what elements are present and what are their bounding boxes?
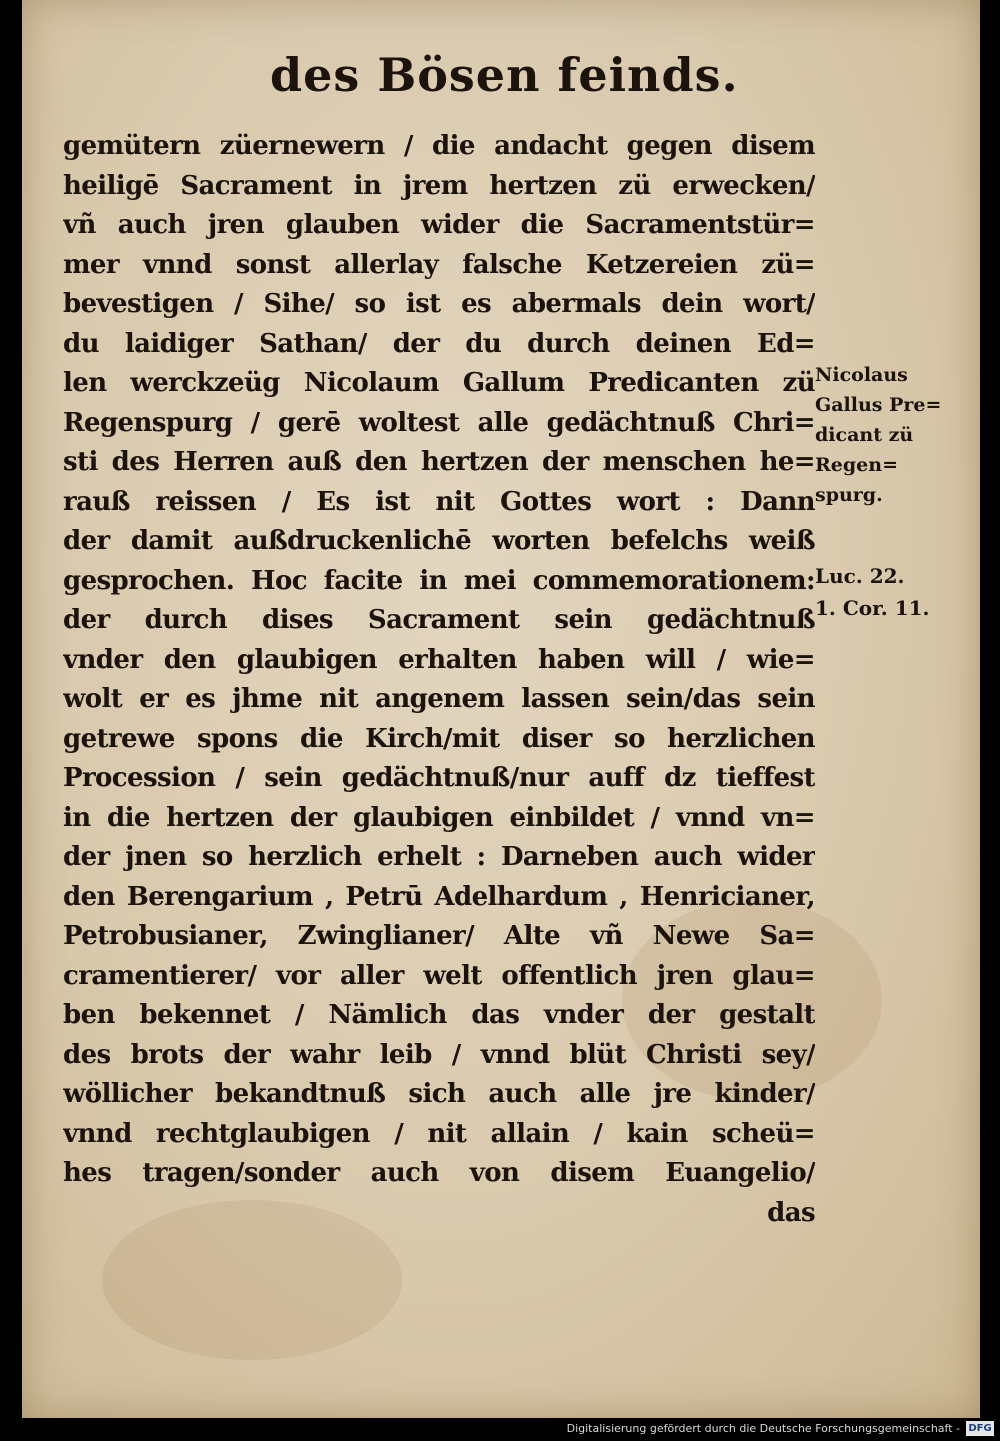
text-line: ben bekennet / Nämlich das vnder der gestalt bbox=[63, 1000, 815, 1030]
margin-note-line: 1. Cor. 11. bbox=[815, 596, 930, 620]
text-line: wöllicher bekandtnuß sich auch alle jre kinder/ bbox=[63, 1079, 815, 1109]
margin-note-scripture-references bbox=[815, 560, 930, 624]
text-line: den Berengarium , Petrū Adelhardum , Henricianer, bbox=[63, 881, 815, 912]
text-line: du laidiger Sathan/ der du durch deinen Ed= bbox=[63, 328, 815, 359]
text-line: vñ auch jren glauben wider die Sacramentstür= bbox=[63, 210, 815, 240]
text-line: der durch dises Sacrament sein gedächtnuß bbox=[63, 605, 815, 635]
footer-credit: Digitalisierung gefördert durch die Deutsche Forschungsgemeinschaft - bbox=[566, 1422, 960, 1435]
margin-note-line: Nicolaus bbox=[815, 364, 908, 386]
margin-note-nicolaus-gallus bbox=[815, 360, 941, 510]
body-text bbox=[63, 127, 815, 1233]
text-line: gemütern züernewern / die andacht gegen disem bbox=[63, 131, 815, 161]
text-line: rauß reissen / Es ist nit Gottes wort : Dann bbox=[63, 486, 815, 517]
text-line: der jnen so herzlich erhelt : Darneben auch wider bbox=[63, 842, 815, 872]
running-head: des Bösen feinds. bbox=[270, 48, 739, 102]
text-line: Petrobusianer, Zwinglianer/ Alte vñ Newe Sa= bbox=[63, 921, 815, 951]
text-line: vnder den glaubigen erhalten haben will / wie= bbox=[63, 644, 815, 675]
text-line: in die hertzen der glaubigen einbildet / vnnd vn= bbox=[63, 802, 815, 833]
text-line: cramentierer/ vor aller welt offentlich jren glau= bbox=[63, 960, 815, 991]
margin-note-line: Gallus Pre= bbox=[815, 394, 942, 416]
margin-note-line: Luc. 22. bbox=[815, 564, 905, 588]
margin-note-line: dicant zü bbox=[815, 424, 914, 446]
margin-note-line: Regen= bbox=[815, 454, 898, 476]
text-line: Regenspurg / gerē woltest alle gedächtnuß Chri= bbox=[63, 407, 815, 438]
text-line: mer vnnd sonst allerlay falsche Ketzereien zü= bbox=[63, 249, 815, 280]
text-line: sti des Herren auß den hertzen der menschen he= bbox=[63, 447, 815, 477]
text-line: len werckzeüg Nicolaum Gallum Predicanten zü bbox=[63, 368, 815, 398]
text-line: Procession / sein gedächtnuß/nur auff dz tieffest bbox=[63, 763, 815, 793]
text-line: getrewe spons die Kirch/mit diser so herzlichen bbox=[63, 723, 815, 754]
text-line: hes tragen/sonder auch von disem Euangelio/ bbox=[63, 1158, 815, 1188]
text-line: das bbox=[767, 1197, 815, 1228]
text-line: der damit außdruckenlichē worten befelchs weiß bbox=[63, 526, 815, 556]
text-line: vnnd rechtglaubigen / nit allain / kain scheü= bbox=[63, 1118, 815, 1149]
text-line: bevestigen / Sihe/ so ist es abermals dein wort/ bbox=[63, 289, 815, 319]
dfg-logo: DFG bbox=[966, 1421, 994, 1436]
margin-note-line: spurg. bbox=[815, 484, 883, 506]
text-line: wolt er es jhme nit angenem lassen sein/das sein bbox=[63, 684, 815, 714]
text-line: gesprochen. Hoc facite in mei commemorationem: bbox=[63, 565, 815, 596]
text-line: heiligē Sacrament in jrem hertzen zü erwecken/ bbox=[63, 170, 815, 201]
text-line: des brots der wahr leib / vnnd blüt Christi sey/ bbox=[63, 1039, 815, 1070]
